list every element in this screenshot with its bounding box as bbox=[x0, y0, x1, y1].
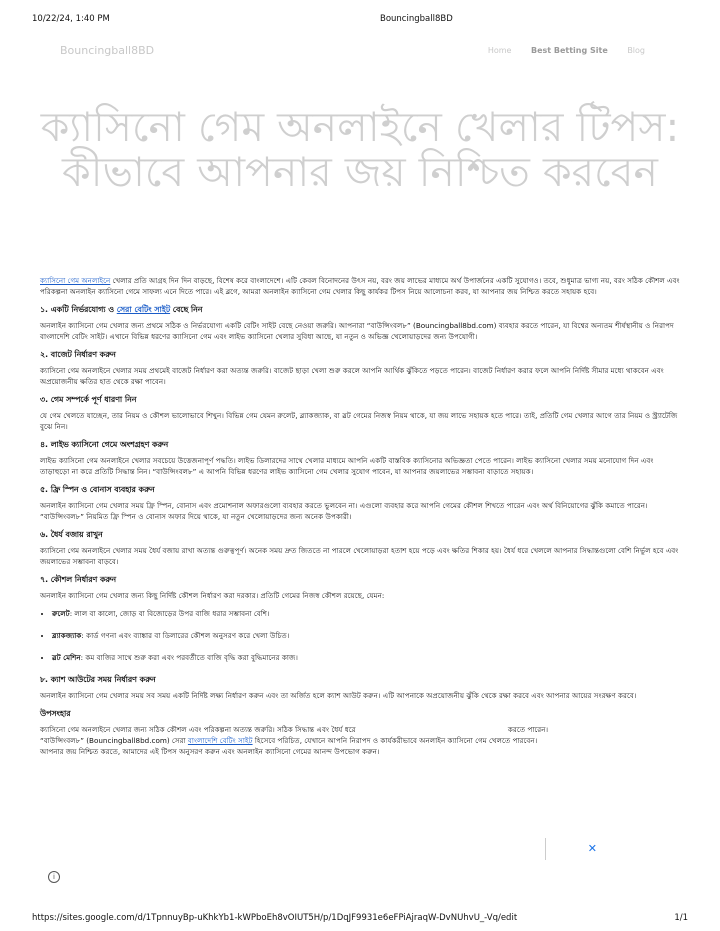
section-5-heading: ৫. ফ্রি স্পিন ও বোনাস ব্যবহার করুন bbox=[40, 485, 155, 494]
list-item-term: ব্ল্যাকজ্যাক bbox=[52, 631, 82, 640]
conclusion-line-1-end: করতে পারেন। bbox=[507, 725, 549, 734]
section-6-paragraph: ক্যাসিনো গেম অনলাইনে খেলার সময় ধৈর্য বজায় রাখা অত্যন্ত গুরুত্বপূর্ণ। অনেক সময় দ্রুত জিততে না পারলে খেলোয়াড়রা হতাশ হয়ে পড়ে এবং ক্ষতির শিকার হয়। ধৈর্য ধরে খেললে আপনার সিদ্ধান্তগুলো বেশি নির্ভুল হবে এবং জয়লাভের সম্ভাবনা বাড়বে। bbox=[40, 546, 679, 566]
list-item-term: স্লট মেশিন bbox=[52, 653, 81, 662]
print-page-number: 1/1 bbox=[674, 913, 688, 923]
section-5-paragraph: অনলাইন ক্যাসিনো গেম খেলার সময় ফ্রি স্পিন, বোনাস এবং প্রমোশনাল অফারগুলো ব্যবহার করতে ভুলবেন না। এগুলো ব্যবহার করে আপনি গেমের কৌশল শিখতে পারেন এবং অর্থ বিনিয়োগের ঝুঁকি কমাতে পারেন। “বাউন্সিংবল৮” নিয়মিত ফ্রি স্পিন ও বোনাস অফার দিয়ে থাকে, যা নতুন খেলোয়াড়দের জন্য অনেক উপকারী। bbox=[40, 501, 648, 521]
print-datetime: 10/22/24, 1:40 PM bbox=[32, 14, 110, 24]
section-1-heading-post: বেছে নিন bbox=[170, 305, 203, 314]
section-7-heading: ৭. কৌশল নির্ধারণ করুন bbox=[40, 575, 117, 584]
print-url: https://sites.google.com/d/1TpnnuyBp-uKhkYb1-kWPboEh8vOIUT5H/p/1DqJF9931e6eFPiAjraqW-DvNUhvU_-Vq/edit bbox=[32, 913, 518, 923]
section-1-paragraph: অনলাইন ক্যাসিনো গেম খেলার জন্য প্রথমে সঠিক ও নির্ভরযোগ্য একটি বেটিং সাইট বেছে নেওয়া জরুরি। আপনারা “বাউন্সিংবল৮” (Bouncingball8bd.com) ব্যবহার করতে পারেন, যা বিশ্বের অন্যতম শীর্ষস্থানীয় ও নিরাপদ বাংলাদেশি বেটিং সাইট। এখানে বিভিন্ন ধরণের ক্যাসিনো গেম এবং লাইভ ক্যাসিনো খেলার সুবিধা আছে, যা নতুন ও অভিজ্ঞ খেলোয়াড়দের জন্য উপযোগী। bbox=[40, 321, 674, 341]
list-item-text: : কার্ড গণনা এবং ব্যাঙ্কার বা ডিলারের কৌশল অনুসরণ করে খেলা উচিত। bbox=[81, 631, 290, 640]
print-header bbox=[0, 6, 720, 26]
section-1-heading bbox=[40, 304, 685, 315]
list-item bbox=[52, 608, 685, 619]
bangladeshi-betting-site-link[interactable]: বাংলাদেশি বেটিং সাইট bbox=[187, 736, 253, 745]
conclusion-line-2-pre: “বাউন্সিংবল৮” (Bouncingball8bd.com) সেরা bbox=[40, 736, 188, 745]
info-icon[interactable]: i bbox=[48, 871, 60, 883]
section-3-heading: ৩. গেম সম্পর্কে পূর্ণ ধারণা নিন bbox=[40, 395, 137, 404]
section-8-paragraph: অনলাইন ক্যাসিনো গেম খেলার সময় সব সময় একটি নির্দিষ্ট লক্ষ্য নির্ধারণ করুন এবং তা অর্জিত হলে ক্যাশ আউট করুন। এটি আপনাকে অপ্রয়োজনীয় ঝুঁকি থেকে রক্ষা করবে এবং আপনার আয়ের সংরক্ষণ করবে। bbox=[40, 691, 637, 700]
section-7-paragraph: অনলাইন ক্যাসিনো গেম খেলার জন্য কিছু নির্দিষ্ট কৌশল নির্ধারণ করা দরকার। প্রতিটি গেমের নিজস্ব কৌশল রয়েছে, যেমন: bbox=[40, 591, 385, 600]
ad-overlay bbox=[545, 838, 605, 864]
article-body bbox=[40, 275, 685, 757]
close-icon[interactable]: ✕ bbox=[587, 842, 597, 855]
section-1-heading-pre: ১. একটি নির্ভরযোগ্য ও bbox=[40, 305, 117, 314]
section-4-paragraph: লাইভ ক্যাসিনো গেম অনলাইনে খেলার সবচেয়ে উত্তেজনাপূর্ণ পদ্ধতি। লাইভ ডিলারদের সাথে খেলার মাধ্যমে আপনি একটি বাস্তবিক ক্যাসিনোর অভিজ্ঞতা পেতে পারেন। লাইভ ক্যাসিনো খেলার সময় মনোযোগ দিন এবং তাড়াহুড়ো না করে প্রতিটি সিদ্ধান্ত নিন। “বাউন্সিংবল৮” এ আপনি বিভিন্ন ধরণের লাইভ ক্যাসিনো গেম খেলার সুযোগ পাবেন, যা আপনার জয়লাভের সম্ভাবনা বাড়াতে সহায়ক। bbox=[40, 456, 654, 476]
print-title: Bouncingball8BD bbox=[380, 14, 453, 24]
intro-link[interactable]: ক্যাসিনো গেম অনলাইনে bbox=[40, 276, 111, 285]
section-2-paragraph: ক্যাসিনো গেম অনলাইনে খেলার সময় প্রথমেই বাজেট নির্ধারণ করা অত্যন্ত জরুরি। বাজেট ছাড়া খেলা শুরু করলে আপনি আর্থিক ঝুঁকিতে পড়তে পারেন। বাজেট নির্ধারণ করার ফলে আপনি নির্দিষ্ট সীমার মধ্যে থাকবেন এবং অপ্রয়োজনীয় ক্ষতির হাত থেকে রক্ষা পাবেন। bbox=[40, 366, 664, 386]
list-item-text: : লাল বা কালো, জোড় বা বিজোড়ের উপর বাজি ধরার সম্ভাবনা বেশি। bbox=[69, 609, 270, 618]
list-item-term: রুলেট bbox=[52, 609, 70, 618]
list-item-text: : কম বাজির সাথে শুরু করা এবং পরবর্তীতে বাজি বৃদ্ধি করা বুদ্ধিমানের কাজ। bbox=[80, 653, 298, 662]
conclusion-line-3: আপনার জয় নিশ্চিত করতে, আমাদের এই টিপস অনুসরণ করুন এবং অনলাইন ক্যাসিনো গেমের আনন্দ উপভোগ করুন। bbox=[40, 747, 380, 756]
section-2-heading: ২. বাজেট নির্ধারণ করুন bbox=[40, 350, 116, 359]
nav-best-betting-site[interactable]: Best Betting Site bbox=[530, 46, 608, 55]
site-logo-text[interactable]: Bouncingball8BD bbox=[60, 44, 155, 57]
nav-blog[interactable]: Blog bbox=[627, 46, 645, 55]
conclusion-line-1: ক্যাসিনো গেম অনলাইনে খেলার জন্য সঠিক কৌশল এবং পরিকল্পনা অত্যন্ত জরুরি। সঠিক সিদ্ধান্ত এবং ধৈর্য ধরে bbox=[40, 725, 356, 734]
page-title: ক্যাসিনো গেম অনলাইনে খেলার টিপস: কীভাবে আপনার জয় নিশ্চিত করবেন bbox=[40, 103, 680, 197]
section-8-heading: ৮. ক্যাশ আউটের সময় নির্ধারণ করুন bbox=[40, 675, 156, 684]
site-header bbox=[0, 40, 720, 64]
list-item bbox=[52, 630, 685, 641]
conclusion-heading: উপসংহার bbox=[40, 709, 71, 718]
list-item bbox=[52, 652, 685, 663]
intro-text: খেলার প্রতি আগ্রহ দিন দিন বাড়ছে, বিশেষ করে বাংলাদেশে। এটি কেবল বিনোদনের উৎস নয়, বরং জয় লাভের মাধ্যমে অর্থ উপার্জনের একটি সুযোগও। তবে, শুধুমাত্র ভাগ্য নয়, বরং সঠিক কৌশল এবং পরিকল্পনা অনলাইন ক্যাসিনো গেমে সাফল্য এনে দিতে পারে। এই ব্লগে, আমরা অনলাইন ক্যাসিনো গেম খেলার কিছু কার্যকর টিপস নিয়ে আলোচনা করব, যা আপনার জয় নিশ্চিত করতে সহায়ক হবে। bbox=[40, 276, 680, 296]
intro-paragraph bbox=[40, 275, 685, 297]
section-4-heading: ৪. লাইভ ক্যাসিনো গেমে অংশগ্রহণ করুন bbox=[40, 440, 169, 449]
site-nav bbox=[471, 46, 645, 55]
section-3-paragraph: যে গেম খেলতে যাচ্ছেন, তার নিয়ম ও কৌশল ভালোভাবে শিখুন। বিভিন্ন গেম যেমন রুলেট, ব্ল্যাকজ্যাক, বা স্লট গেমের নিজস্ব নিয়ম থাকে, যা জয় লাভে সহায়ক হতে পারে। তাই, প্রতিটি গেম খেলার আগে তার নিয়ম ও স্ট্র্যাটেজি বুঝে নিন। bbox=[40, 411, 678, 431]
nav-home[interactable]: Home bbox=[487, 46, 512, 55]
conclusion-line-2-post: হিসেবে পরিচিত, যেখানে আপনি নিরাপদ ও কার্যকরীভাবে অনলাইন ক্যাসিনো গেম খেলতে পারবেন। bbox=[252, 736, 538, 745]
ad-divider bbox=[545, 838, 546, 860]
conclusion-paragraph bbox=[40, 724, 685, 757]
strategy-list bbox=[40, 608, 685, 663]
best-betting-site-link[interactable]: সেরা বেটিং সাইট bbox=[116, 305, 171, 314]
section-6-heading: ৬. ধৈর্য বজায় রাখুন bbox=[40, 530, 103, 539]
